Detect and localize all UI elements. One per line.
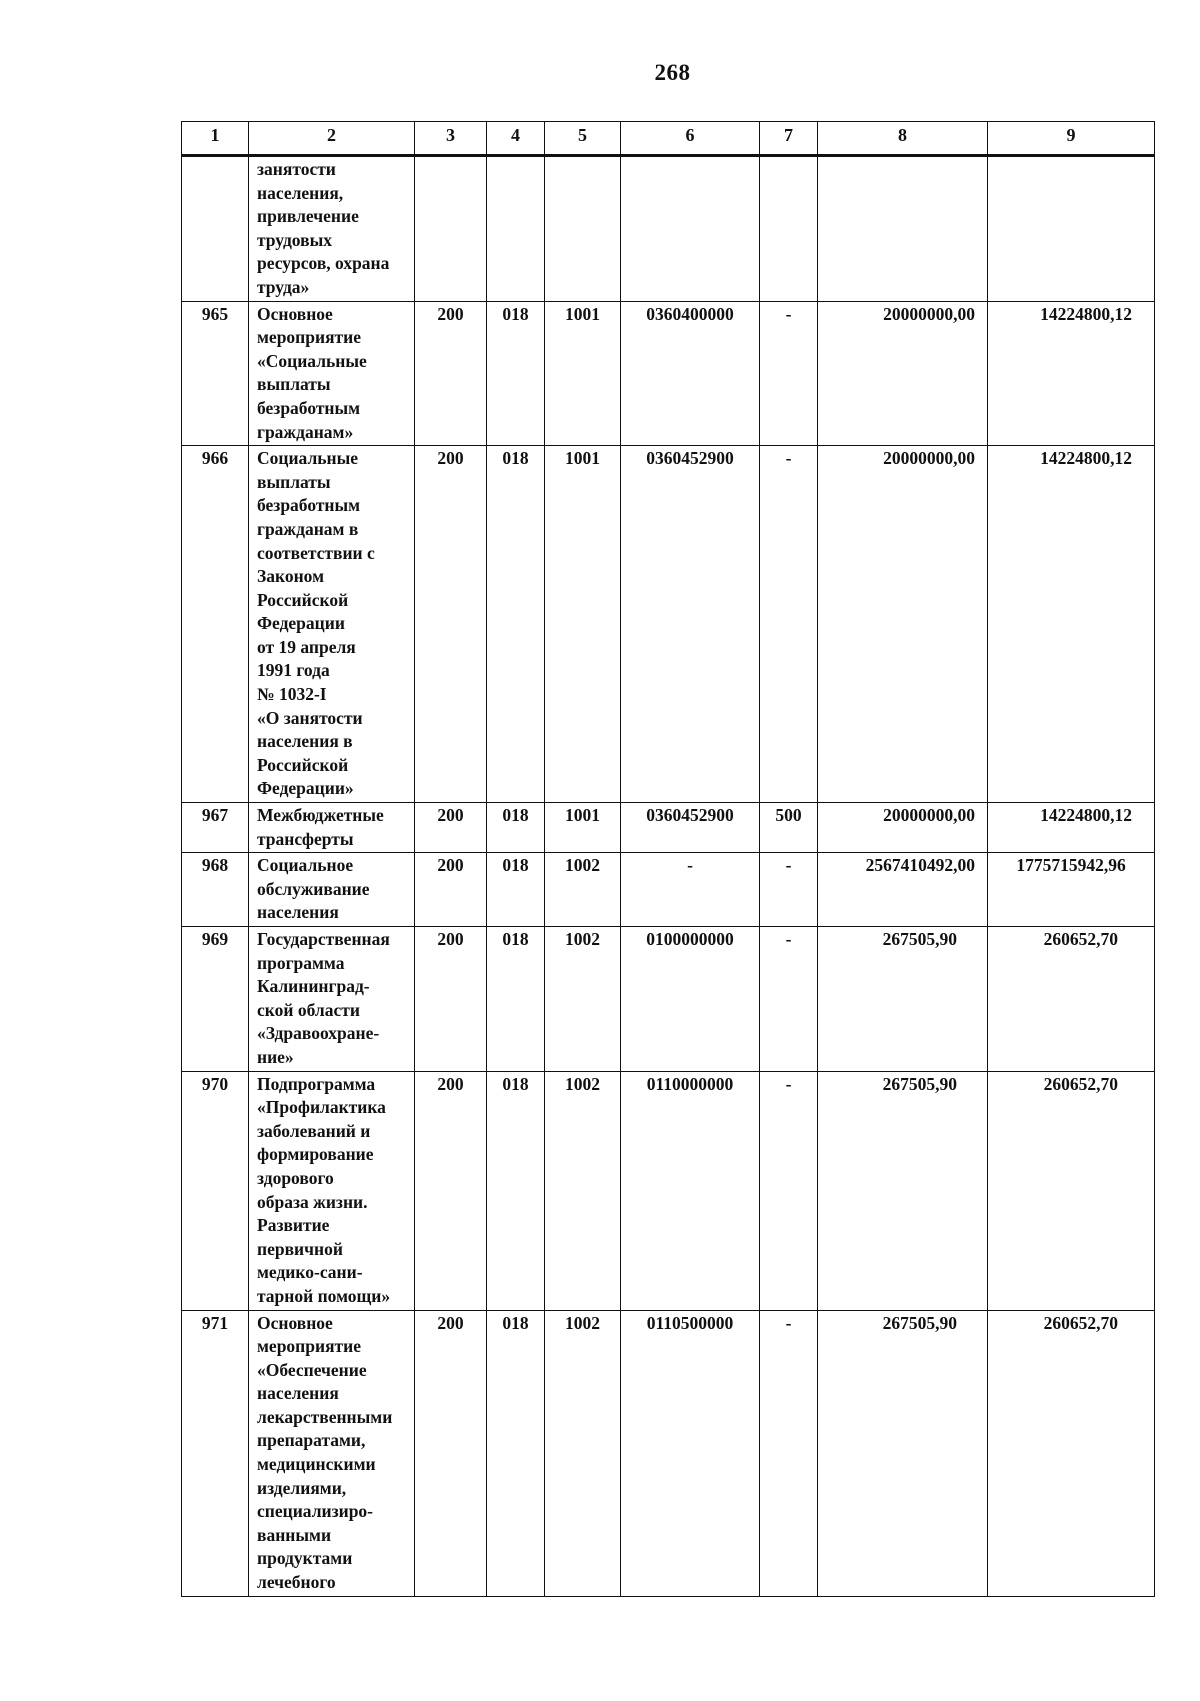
row-col-3: 200 — [415, 803, 487, 853]
row-col-9 — [988, 156, 1155, 302]
row-col-5: 1001 — [545, 301, 621, 446]
header-col-6: 6 — [621, 122, 760, 156]
row-col-8: 20000000,00 — [818, 446, 988, 803]
row-col-7 — [760, 156, 818, 302]
table-row — [182, 803, 1155, 853]
row-col-4: 018 — [487, 1310, 545, 1596]
row-number: 965 — [182, 301, 249, 446]
row-col-8: 267505,90 — [818, 927, 988, 1072]
row-col-4: 018 — [487, 803, 545, 853]
row-col-6: 0360400000 — [621, 301, 760, 446]
row-col-8: 20000000,00 — [818, 301, 988, 446]
row-col-9: 14224800,12 — [988, 803, 1155, 853]
row-col-5: 1002 — [545, 1310, 621, 1596]
row-col-7: - — [760, 927, 818, 1072]
table-row — [182, 1310, 1155, 1596]
row-col-6: 0360452900 — [621, 803, 760, 853]
row-col-3: 200 — [415, 853, 487, 927]
row-col-5: 1001 — [545, 446, 621, 803]
row-name: Подпрограмма «Профилактика заболеваний и формирование здорового образа жизни. Развитие первичной медико-сани- тарной помощи» — [249, 1071, 415, 1310]
budget-table — [181, 121, 1155, 1597]
row-col-4: 018 — [487, 1071, 545, 1310]
table-row — [182, 927, 1155, 1072]
row-col-5: 1002 — [545, 927, 621, 1072]
table-header-row — [182, 122, 1155, 156]
row-col-7: - — [760, 1310, 818, 1596]
row-col-4: 018 — [487, 446, 545, 803]
table-row — [182, 446, 1155, 803]
row-number: 966 — [182, 446, 249, 803]
row-col-4: 018 — [487, 853, 545, 927]
row-col-6: 0110000000 — [621, 1071, 760, 1310]
page-number: 268 — [654, 60, 691, 85]
row-col-5: 1002 — [545, 853, 621, 927]
row-col-4: 018 — [487, 927, 545, 1072]
row-col-3: 200 — [415, 301, 487, 446]
row-number — [182, 156, 249, 302]
header-col-9: 9 — [988, 122, 1155, 156]
row-col-3: 200 — [415, 1071, 487, 1310]
header-col-3: 3 — [415, 122, 487, 156]
row-col-7: 500 — [760, 803, 818, 853]
row-col-8: 2567410492,00 — [818, 853, 988, 927]
row-name: занятости населения, привлечение трудовых ресурсов, охрана труда» — [249, 156, 415, 302]
row-col-6: - — [621, 853, 760, 927]
row-col-6: 0110500000 — [621, 1310, 760, 1596]
row-name: Основное мероприятие «Социальные выплаты безработным гражданам» — [249, 301, 415, 446]
header-col-5: 5 — [545, 122, 621, 156]
row-name: Межбюджетные трансферты — [249, 803, 415, 853]
row-name: Основное мероприятие «Обеспечение населения лекарственными препаратами, медицинскими изделиями, специализиро- ванными продуктами лечебного — [249, 1310, 415, 1596]
header-col-7: 7 — [760, 122, 818, 156]
row-col-8: 267505,90 — [818, 1071, 988, 1310]
row-col-6: 0100000000 — [621, 927, 760, 1072]
row-col-9: 14224800,12 — [988, 446, 1155, 803]
row-number: 967 — [182, 803, 249, 853]
table-row — [182, 301, 1155, 446]
row-name: Социальные выплаты безработным гражданам в соответствии с Законом Российской Федерации от 19 апреля 1991 года № 1032-I «О занятости населения в Российской Федерации» — [249, 446, 415, 803]
row-col-9: 260652,70 — [988, 1310, 1155, 1596]
row-col-9: 260652,70 — [988, 927, 1155, 1072]
row-col-7: - — [760, 1071, 818, 1310]
row-col-9: 14224800,12 — [988, 301, 1155, 446]
row-col-7: - — [760, 301, 818, 446]
row-name: Государственная программа Калининград- ской области «Здравоохране- ние» — [249, 927, 415, 1072]
header-col-8: 8 — [818, 122, 988, 156]
table-row — [182, 1071, 1155, 1310]
table-row — [182, 853, 1155, 927]
row-col-7: - — [760, 853, 818, 927]
row-col-8 — [818, 156, 988, 302]
row-col-6: 0360452900 — [621, 446, 760, 803]
row-name: Социальное обслуживание населения — [249, 853, 415, 927]
row-col-6 — [621, 156, 760, 302]
row-col-5: 1001 — [545, 803, 621, 853]
row-number: 968 — [182, 853, 249, 927]
row-number: 969 — [182, 927, 249, 1072]
row-number: 970 — [182, 1071, 249, 1310]
row-col-3: 200 — [415, 446, 487, 803]
row-col-4 — [487, 156, 545, 302]
row-col-3 — [415, 156, 487, 302]
row-col-5 — [545, 156, 621, 302]
row-col-3: 200 — [415, 927, 487, 1072]
header-col-4: 4 — [487, 122, 545, 156]
row-col-7: - — [760, 446, 818, 803]
table-row — [182, 156, 1155, 302]
row-col-8: 267505,90 — [818, 1310, 988, 1596]
row-col-9: 1775715942,96 — [988, 853, 1155, 927]
row-col-5: 1002 — [545, 1071, 621, 1310]
header-col-1: 1 — [182, 122, 249, 156]
row-col-9: 260652,70 — [988, 1071, 1155, 1310]
row-col-4: 018 — [487, 301, 545, 446]
row-col-8: 20000000,00 — [818, 803, 988, 853]
header-col-2: 2 — [249, 122, 415, 156]
row-number: 971 — [182, 1310, 249, 1596]
row-col-3: 200 — [415, 1310, 487, 1596]
